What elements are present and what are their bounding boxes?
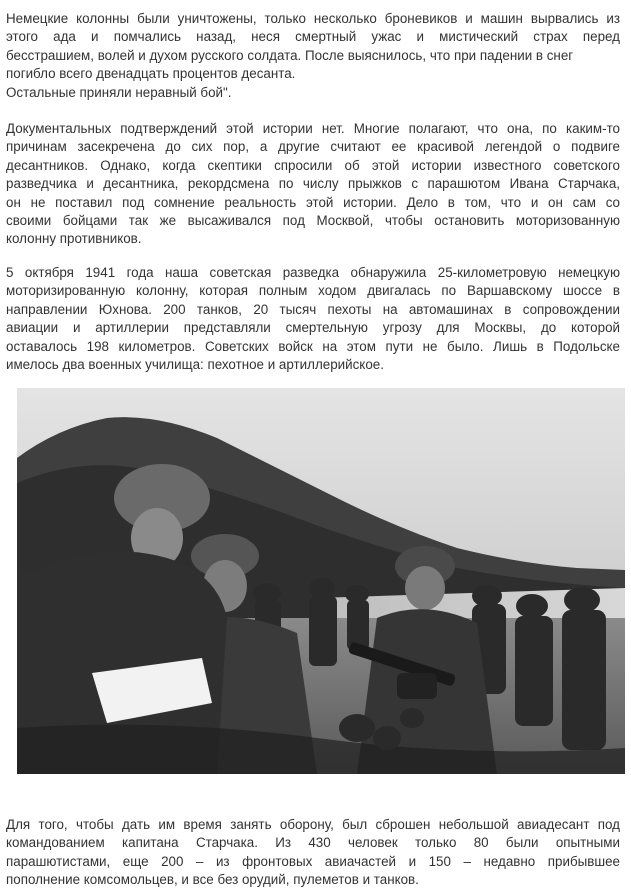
- text-line: Для того, чтобы дать им время занять оборону, был сброшен небольшой авиадесант под: [6, 817, 620, 832]
- paragraph-3: [6, 264, 620, 374]
- text-line: парашютистами, еще 200 – из фронтовых авиачастей и 150 – недавно прибывшее: [6, 853, 620, 869]
- text-line: бесстрашием, волей и духом русского солдата. После выяснилось, что при падении в снег: [6, 47, 574, 63]
- text-line: пополнение комсомольцев, и все без орудий, пулеметов и танков.: [6, 872, 419, 888]
- text-line: моторизированную колонну, которая полным ходом двигалась по Варшавскому шоссе в: [6, 283, 620, 299]
- text-line: разведчика и десантника, рекордсмена по числу прыжков с парашютом Ивана Старчака,: [6, 176, 620, 192]
- text-line: командованием капитана Старчака. Из 430 человек только 80 были опытными: [6, 835, 620, 851]
- text-line: Документальных подтверждений этой истории нет. Многие полагают, что она, по каким-то: [6, 121, 620, 136]
- text-line: 5 октября 1941 года наша советская разведка обнаружила 25-километровую немецкую: [6, 265, 620, 280]
- text-line: Немецкие колонны были уничтожены, только несколько броневиков и машин вырвались из: [6, 11, 620, 26]
- text-line: оставалось 198 километров. Советских войск на этом пути не было. Лишь в Подольске: [6, 338, 620, 354]
- text-line: десантников. Однако, когда скептики спросили об этой истории известного советского: [6, 157, 620, 173]
- text-line: имелось два военных училища: пехотное и артиллерийское.: [6, 357, 384, 373]
- text-line: направлении Юхнова. 200 танков, 20 тысяч пехоты на автомашинах в сопровождении: [6, 301, 620, 317]
- text-line: этого ада и помчались назад, неся смертный ужас и мистический страх перед: [6, 29, 620, 45]
- paragraph-1: [6, 10, 620, 102]
- text-line: авиации и артиллерии представляли смертельную угрозу для Москвы, до которой: [6, 320, 620, 336]
- soldiers-photo-image: [17, 388, 625, 774]
- text-line: погибло всего двенадцать процентов десанта.: [6, 66, 296, 82]
- text-line: причинам засекречена до сих пор, а другие считают ее красивой легендой о подвиге: [6, 139, 620, 155]
- text-line: он не поставил под сомнение реальность этой истории. Дело в том, что и он сам со: [6, 194, 620, 210]
- historical-photo: [17, 388, 625, 774]
- text-line: своими бойцами так же высаживался под Москвой, чтобы остановить моторизованную: [6, 213, 620, 229]
- paragraph-4: [6, 816, 620, 890]
- paragraph-2: [6, 120, 620, 249]
- text-line: колонну противников.: [6, 231, 142, 247]
- text-line: Остальные приняли неравный бой".: [6, 84, 232, 100]
